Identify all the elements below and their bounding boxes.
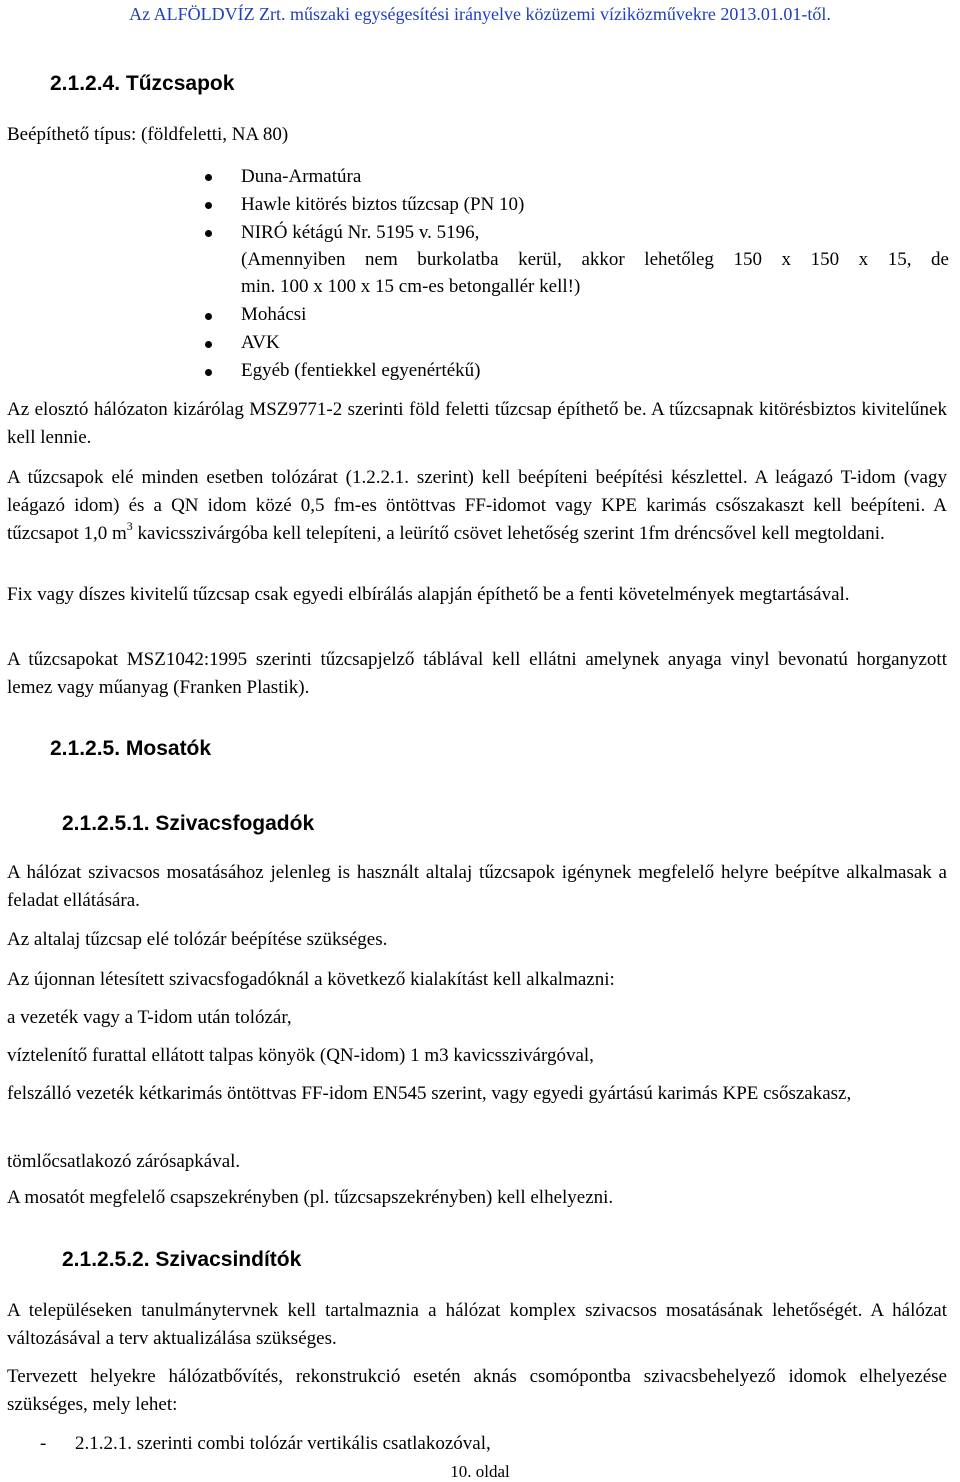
list-item: Hawle kitörés biztos tűzcsap (PN 10) [241,194,525,215]
list-item: NIRÓ kétágú Nr. 5195 v. 5196, [241,222,480,243]
list-item-continuation: min. 100 x 100 x 15 cm-es betongallér kell!) [241,276,581,297]
heading-sponge-receivers: 2.1.2.5.1. Szivacsfogadók [62,812,315,835]
document-header: Az ALFÖLDVÍZ Zrt. műszaki egységesítési irányelve közüzemi víziközművekre 2013.01.01-től. [129,4,831,24]
paragraph: A tűzcsapokat MSZ1042:1995 szerinti tűzcsapjelző táblával kell ellátni amelynek anyaga vinyl bevonatú horganyzott lemez vagy műanyag (Franken Plastik). [7,649,947,698]
heading-washers: 2.1.2.5. Mosatók [50,737,212,760]
superscript: 3 [126,519,133,533]
bullet-icon [205,313,212,320]
paragraph [7,464,947,549]
paragraph-text: kavicsszivárgóba kell telepíteni, a leürítő csövet lehetőség szerint 1fm dréncsővel kell megtoldani. [132,523,885,544]
paragraph: tömlőcsatlakozó zárósapkával. [7,1151,241,1172]
list-item: 2.1.2.1. szerinti combi tolózár vertikális csatlakozóval, [75,1433,491,1454]
paragraph: víztelenítő furattal ellátott talpas könyök (QN-idom) 1 m3 kavicsszivárgóval, [7,1045,594,1066]
bullet-icon [205,341,212,348]
paragraph: A településeken tanulmánytervnek kell tartalmaznia a hálózat komplex szivacsos mosatásának lehetőségét. A hálózat változásával a terv aktualizálása szükséges. [7,1300,947,1349]
paragraph: A hálózat szivacsos mosatásához jelenleg is használt altalaj tűzcsapok igénynek megfelelő helyre beépítve alkalmasak a feladat ellátására. [7,862,947,911]
paragraph: Az újonnan létesített szivacsfogadóknál a következő kialakítást kell alkalmazni: [7,969,615,990]
paragraph-text: A tűzcsapok elé minden esetben tolózárat (1.2.2.1. szerint) kell beépíteni beépítési készlettel. A leágazó T-idom (vagy leágazó idom) és a QN idom közé 0,5 fm-es öntöttvas FF-idomot vagy KPE karimás csőszakaszt kell beépíteni. A tűzcsapot 1,0 m [7,467,947,544]
bullet-icon [205,202,212,209]
bullet-icon [205,369,212,376]
list-item: Duna-Armatúra [241,166,362,187]
dash-marker: - [40,1433,47,1454]
list-item: Egyéb (fentiekkel egyenértékű) [241,360,481,381]
heading-sponge-launchers: 2.1.2.5.2. Szivacsindítók [62,1248,302,1271]
paragraph: Az altalaj tűzcsap elé tolózár beépítése szükséges. [7,929,388,950]
paragraph: Tervezett helyekre hálózatbővítés, rekonstrukció esetén aknás csomópontba szivacsbehelyező idomok elhelyezése szükséges, mely lehet: [7,1366,947,1415]
bullet-icon [205,230,212,237]
heading-hydrants: 2.1.2.4. Tűzcsapok [50,72,235,95]
paragraph: A mosatót megfelelő csapszekrényben (pl. tűzcsapszekrényben) kell elhelyezni. [7,1187,614,1208]
paragraph: Az elosztó hálózaton kizárólag MSZ9771-2 szerinti föld feletti tűzcsap építhető be. A tűzcsapnak kitörésbiztos kivitelűnek kell lennie. [7,399,947,448]
paragraph: felszálló vezeték kétkarimás öntöttvas FF-idom EN545 szerint, vagy egyedi gyártású karimás KPE csőszakasz, [7,1083,852,1104]
list-item: Mohácsi [241,304,307,325]
type-line: Beépíthető típus: (földfeletti, NA 80) [7,124,289,145]
list-item-continuation: (Amennyiben nem burkolatba kerül, akkor lehetőleg 150 x 150 x 15, de [241,249,949,270]
paragraph: a vezeték vagy a T-idom után tolózár, [7,1007,292,1028]
bullet-icon [205,174,212,181]
list-item: AVK [241,332,280,353]
paragraph: Fix vagy díszes kivitelű tűzcsap csak egyedi elbírálás alapján építhető be a fenti követelmények megtartásával. [7,584,850,605]
page-number: 10. oldal [450,1462,510,1481]
